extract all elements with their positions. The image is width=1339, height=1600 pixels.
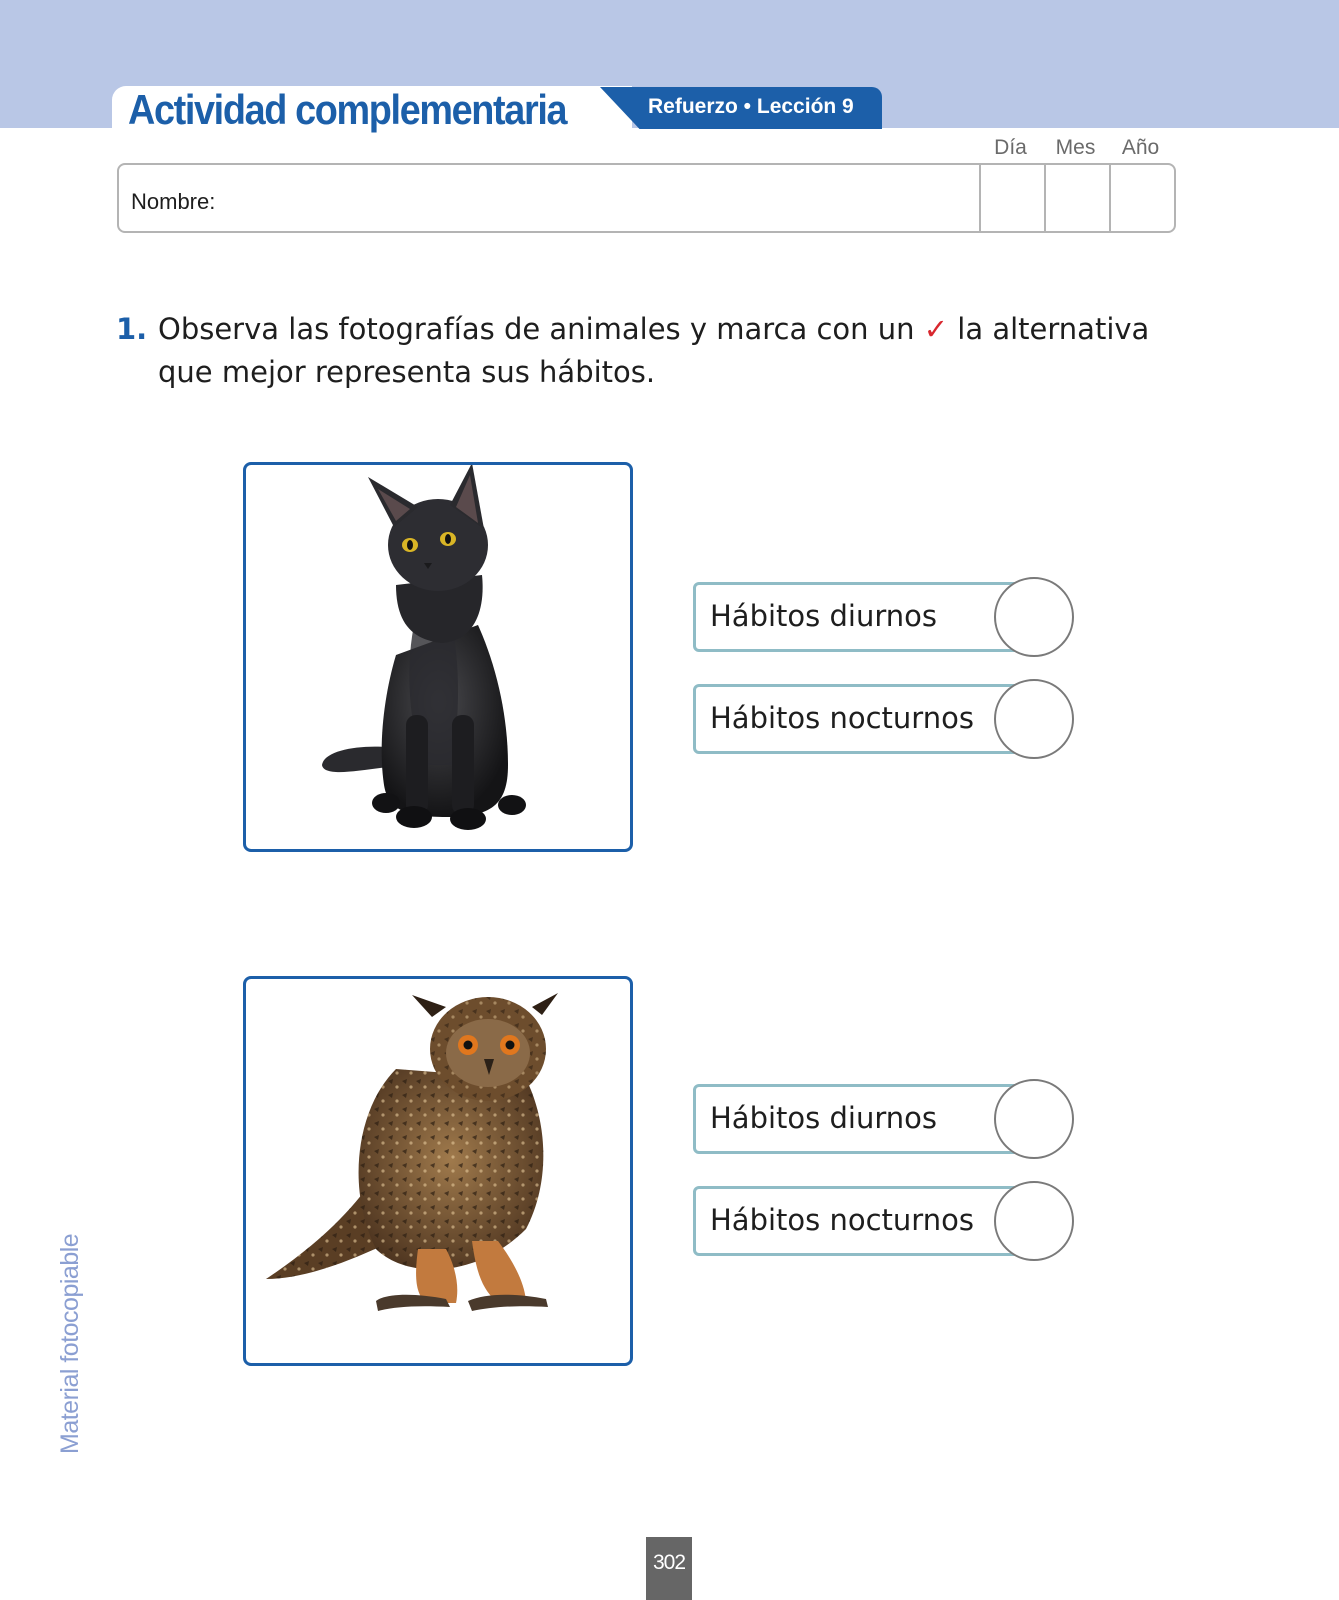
name-field[interactable] xyxy=(230,166,975,230)
lesson-label: Refuerzo • Lección 9 xyxy=(648,95,854,118)
owl-option-diurnal xyxy=(693,1084,1023,1154)
cat-diurnal-checkbox[interactable] xyxy=(994,577,1074,657)
month-field[interactable] xyxy=(1045,166,1108,230)
owl-option-nocturnal xyxy=(693,1186,1023,1256)
page-number: 302 xyxy=(652,1551,686,1574)
cat-photo-frame xyxy=(243,462,633,852)
cat-option-nocturnal xyxy=(693,684,1023,754)
question-text-after: la alternativa que mejor representa sus hábitos. xyxy=(158,312,1150,389)
page-number-box xyxy=(646,1537,692,1600)
owl-nocturnal-checkbox[interactable] xyxy=(994,1181,1074,1261)
owl-photo xyxy=(246,979,630,1363)
question-number: 1. xyxy=(116,312,148,346)
date-label-year: Año xyxy=(1121,136,1160,159)
option-label: Hábitos nocturnos xyxy=(710,1203,974,1237)
owl-photo-frame xyxy=(243,976,633,1366)
question-text xyxy=(158,308,1178,394)
owl-diurnal-checkbox[interactable] xyxy=(994,1079,1074,1159)
day-field[interactable] xyxy=(980,166,1043,230)
name-label: Nombre: xyxy=(131,189,216,214)
question-text-before: Observa las fotografías de animales y marca con un xyxy=(158,312,915,346)
check-mark-icon: ✓ xyxy=(923,312,949,346)
side-label: Material fotocopiable xyxy=(56,1233,84,1454)
year-field[interactable] xyxy=(1110,166,1173,230)
date-label-month: Mes xyxy=(1055,136,1096,159)
date-labels xyxy=(978,136,1174,162)
page-title: Actividad complementaria xyxy=(128,86,567,133)
cat-option-diurnal xyxy=(693,582,1023,652)
cat-nocturnal-checkbox[interactable] xyxy=(994,679,1074,759)
date-label-day: Día xyxy=(994,136,1027,159)
option-label: Hábitos diurnos xyxy=(710,1101,937,1135)
option-label: Hábitos nocturnos xyxy=(710,701,974,735)
black-cat-photo xyxy=(246,465,630,849)
option-label: Hábitos diurnos xyxy=(710,599,937,633)
